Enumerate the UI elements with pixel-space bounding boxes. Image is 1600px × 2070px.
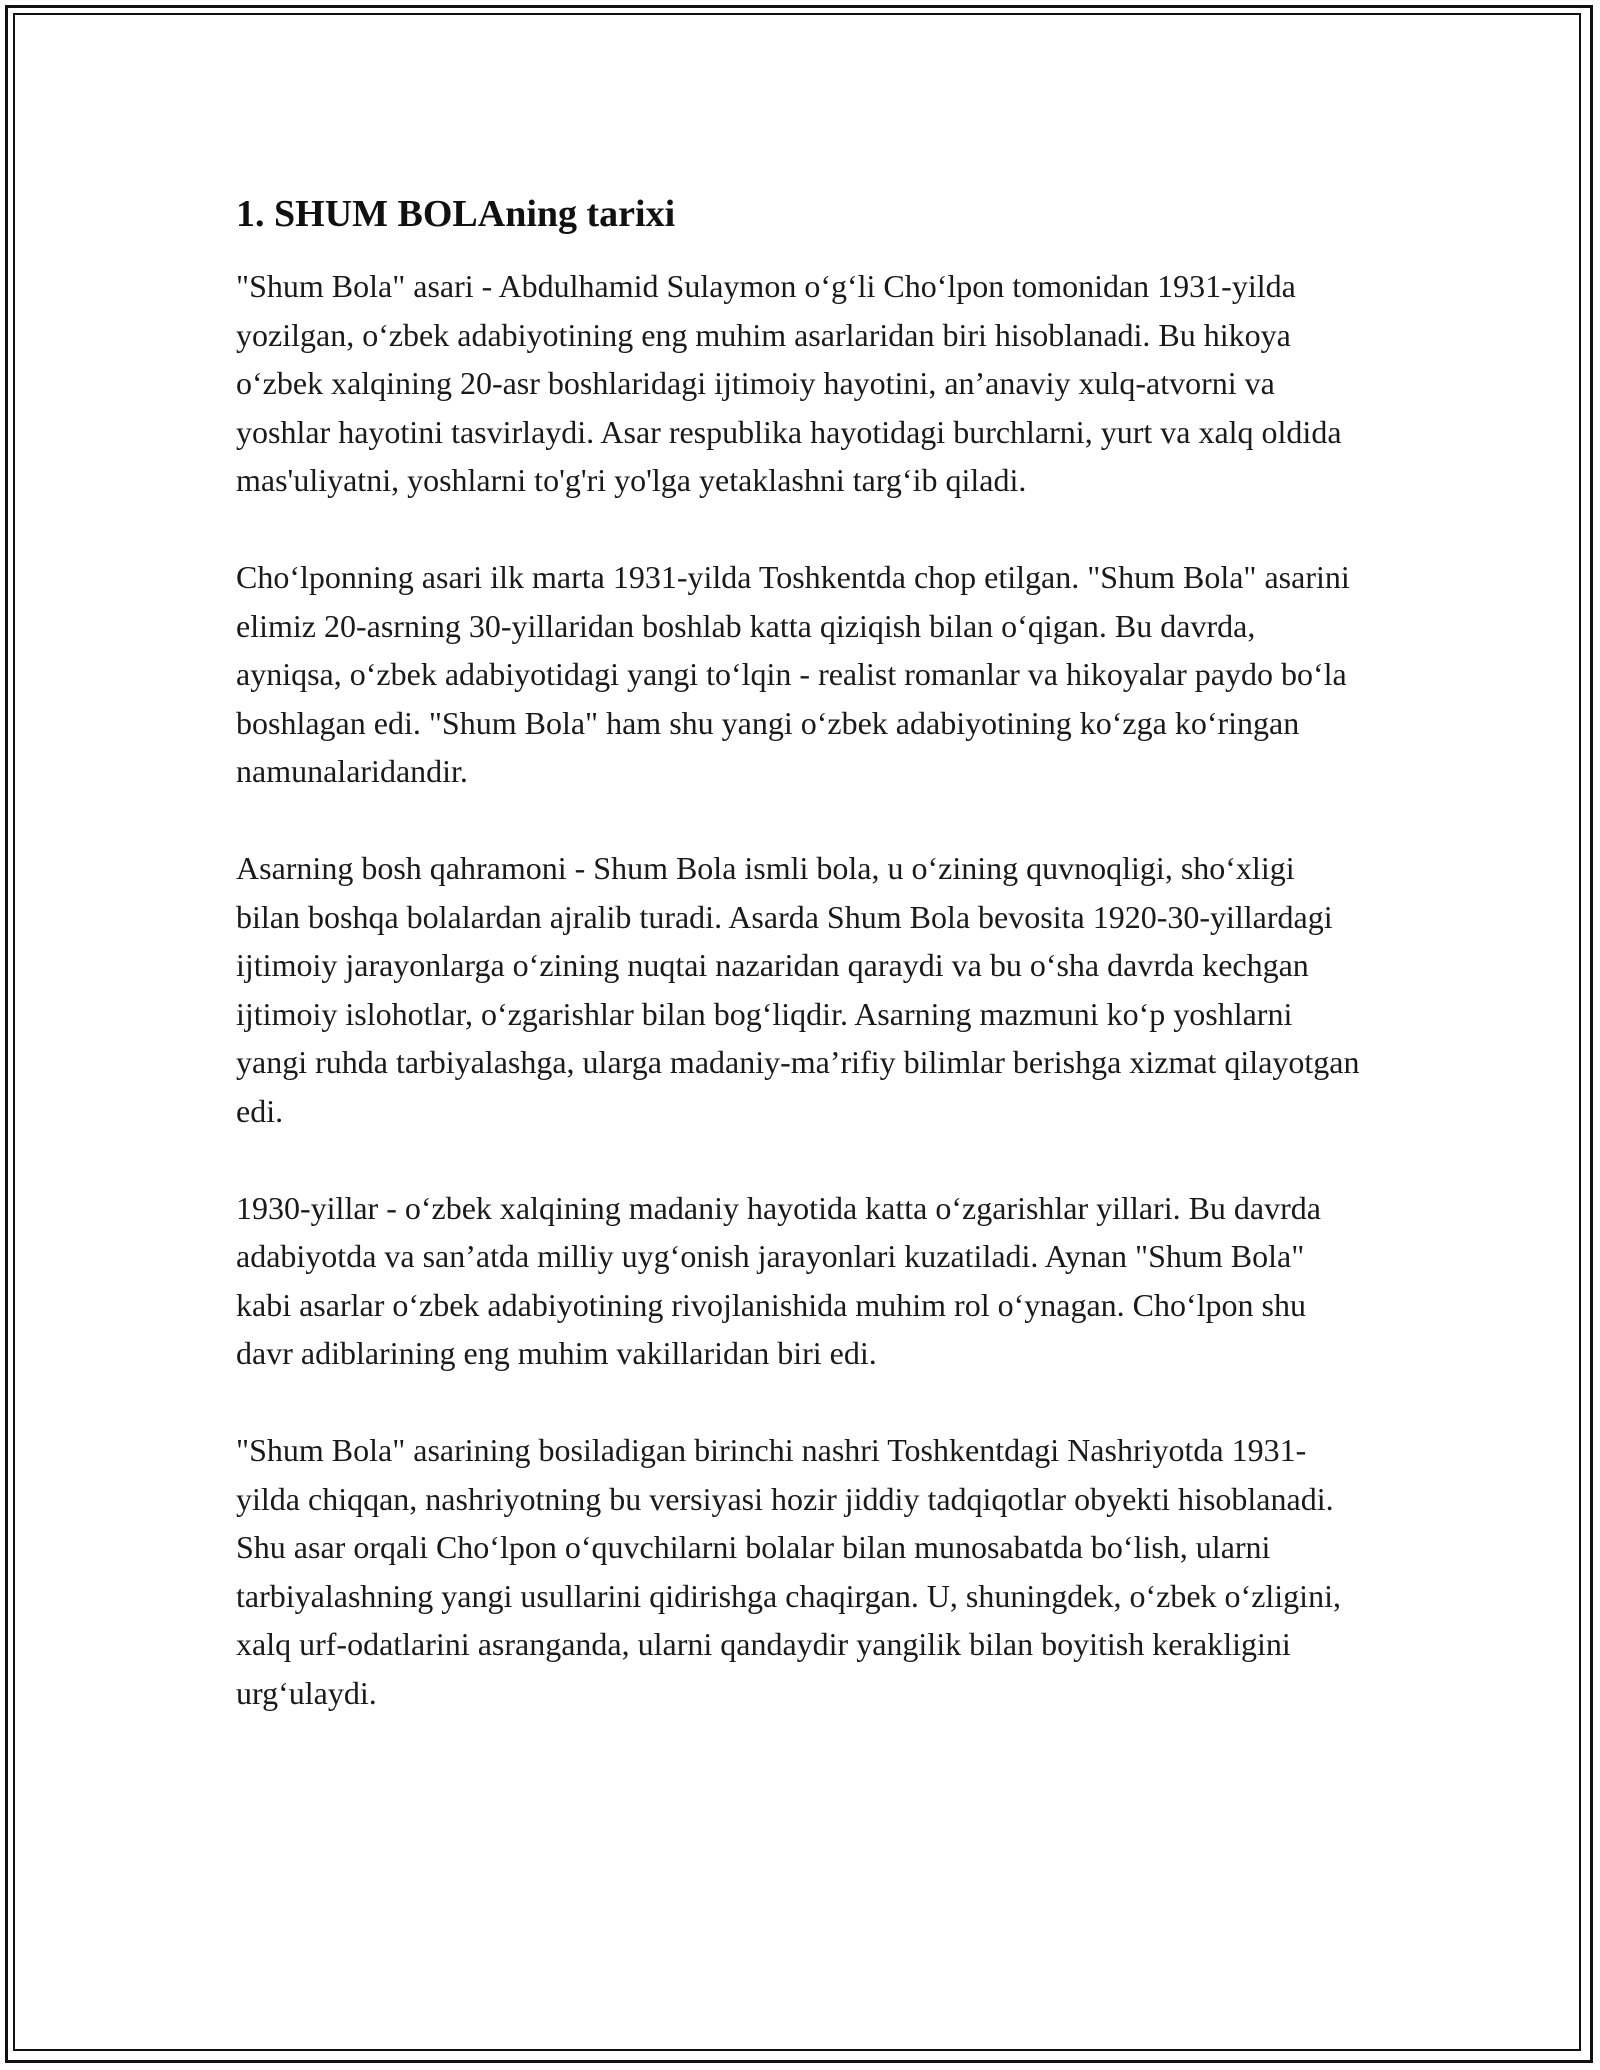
document-body [236,190,1366,1717]
paragraph-3: Asarning bosh qahramoni - Shum Bola ismli bola, u o‘zining quvnoqligi, sho‘xligi bilan boshqa bolalardan ajralib turadi. Asarda Shum Bola bevosita 1920-30-yillardagi ijtimoiy jarayonlarga o‘zining nuqtai nazaridan qaraydi va bu o‘sha davrda kechgan ijtimoiy islohotlar, o‘zgarishlar bilan bog‘liqdir. Asarning mazmuni ko‘p yoshlarni yangi ruhda tarbiyalashga, ularga madaniy-ma’rifiy bilimlar berishga xizmat qilayotgan edi. [236,850,1360,1129]
paragraph-4: 1930-yillar - o‘zbek xalqining madaniy hayotida katta o‘zgarishlar yillari. Bu davrda adabiyotda va san’atda milliy uyg‘onish jarayonlari kuzatiladi. Aynan "Shum Bola" kabi asarlar o‘zbek adabiyotining rivojlanishida muhim rol o‘ynagan. Cho‘lpon shu davr adiblarining eng muhim vakillaridan biri edi. [236,1189,1321,1371]
paragraph-1: "Shum Bola" asari - Abdulhamid Sulaymon o‘g‘li Cho‘lpon tomonidan 1931-yilda yozilgan, o‘zbek adabiyotining eng muhim asarlaridan biri hisoblanadi. Bu hikoya o‘zbek xalqining 20-asr boshlaridagi ijtimoiy hayotini, an’anaviy xulq-atvorni va yoshlar hayotini tasvirlaydi. Asar respublika hayotidagi burchlarni, yurt va xalq oldida mas'uliyatni, yoshlarni to'g'ri yo'lga yetaklashni targ‘ib qiladi. [236,268,1342,498]
paragraph-5: "Shum Bola" asarining bosiladigan birinchi nashri Toshkentdagi Nashriyotda 1931-yilda chiqqan, nashriyotning bu versiyasi hozir jiddiy tadqiqotlar obyekti hisoblanadi. Shu asar orqali Cho‘lpon o‘quvchilarni bolalar bilan munosabatda bo‘lish, ularni tarbiyalashning yangi usullarini qidirishga chaqirgan. U, shuningdek, o‘zbek o‘zligini, xalq urf-odatlarini asranganda, ularni qandaydir yangilik bilan boyitish kerakligini urg‘ulaydi. [236,1432,1341,1711]
section-heading: 1. SHUM BOLAning tarixi [236,193,676,235]
paragraph-2: Cho‘lponning asari ilk marta 1931-yilda Toshkentda chop etilgan. "Shum Bola" asarini elimiz 20-asrning 30-yillaridan boshlab katta qiziqish bilan o‘qigan. Bu davrda, ayniqsa, o‘zbek adabiyotidagi yangi to‘lqin - realist romanlar va hikoyalar paydo bo‘la boshlagan edi. "Shum Bola" ham shu yangi o‘zbek adabiyotining ko‘zga ko‘ringan namunalaridandir. [236,559,1350,789]
